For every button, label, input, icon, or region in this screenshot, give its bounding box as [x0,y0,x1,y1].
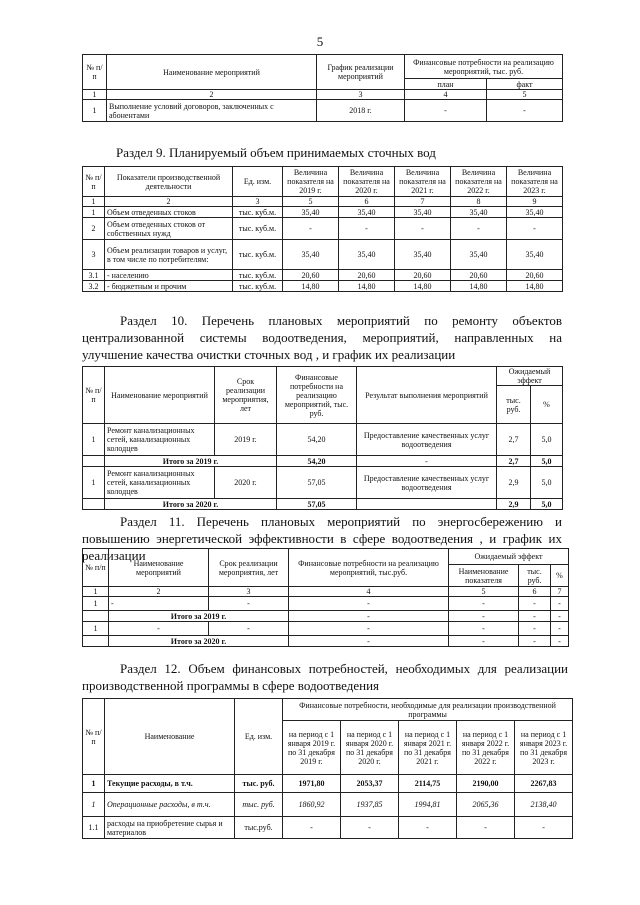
section11-table [82,548,569,647]
table-row: 3.1 - населению тыс. куб.м. 20,60 20,60 20,60 20,60 20,60 [83,270,563,281]
header-finance: Финансовые потребности на реализацию мероприятий, тыс.руб. [289,549,449,587]
header-finance: Финансовые потребности, необходимые для реализации производственной программы [283,699,573,721]
activities-table [82,54,563,122]
header-pct: % [531,386,563,424]
header-pct: % [551,565,569,587]
total-row: Итого за 2019 г. 54,20 - 2,7 5,0 [83,456,563,467]
header-finance: Финансовые потребности на реализацию мероприятий, тыс. руб. [405,55,563,79]
table-row: 2 Объем отведенных стоков от собственных нужд тыс. куб.м. - - - - - [83,218,563,240]
header-term: Срок реализации мероприятия, лет [209,549,289,587]
header-period-2022: на период с 1 января 2022 г. по 31 декабря 2022 г. [457,721,515,775]
table-row: 1 Текущие расходы, в т.ч. тыс. руб. 1971,80 2053,37 2114,75 2190,00 2267,83 [83,775,573,793]
total-row: Итого за 2020 г. - - - - [83,636,569,647]
header-period-2019: на период с 1 января 2019 г. по 31 декабря 2019 г. [283,721,341,775]
table-row: 1 Выполнение условий договоров, заключенных с абонентами 2018 г. - - [83,100,563,122]
header-name: Наименование мероприятий [107,55,317,90]
table-row: 1.1 расходы на приобретение сырья и материалов тыс.руб. - - - - - [83,817,573,839]
table-row: 1 Ремонт канализационных сетей, канализационных колодцев 2019 г. 54,20 Предоставление качественных услуг водоотведения 2,7 5,0 [83,424,563,456]
header-name: Наименование [105,699,235,775]
header-name: Наименование мероприятий [109,549,209,587]
header-fact: факт [487,79,563,90]
header-period-2023: на период с 1 января 2023 г. по 31 декабря 2023 г. [515,721,573,775]
total-row: Итого за 2020 г. 57,05 2,9 5,0 [83,499,563,510]
header-rub: тыс. руб. [519,565,551,587]
table-row: 1 Ремонт канализационных сетей, канализационных колодцев 2020 г. 57,05 Предоставление качественных услуг водоотведения 2,9 5,0 [83,467,563,499]
table-row: 3.2 - бюджетным и прочим тыс. куб.м. 14,80 14,80 14,80 14,80 14,80 [83,281,563,292]
section11-title: Раздел 11. Перечень плановых мероприятий по энергосбережению и повышению энергетической эффективности в сфере водоотведения , и график их реализации [82,514,562,563]
section10-table [82,366,563,510]
header-effect: Ожидаемый эффект [449,549,569,565]
header-name: Наименование мероприятий [105,367,215,424]
table-row: 1 Операционные расходы, в т.ч. тыс. руб. 1860,92 1937,85 1994,81 2065,36 2138,40 [83,793,573,817]
page-number: 5 [316,34,324,49]
index-row: 1 2 3 4 5 [83,90,563,100]
header-num: № п/п [83,549,109,587]
section12-title: Раздел 12. Объем финансовых потребностей, необходимых для реализации производственной программы в сфере водоотведения [82,661,568,693]
header-period-2021: на период с 1 января 2021 г. по 31 декабря 2021 г. [399,721,457,775]
section9-table [82,166,563,292]
index-row: 1 2 3 4 5 6 7 [83,587,569,597]
section10-title: Раздел 10. Перечень плановых мероприятий по ремонту объектов централизованной системы водоотведения, мероприятий, направленных на улучшение качества очистки сточных вод , и график их реализации [82,313,562,362]
header-2020: Величина показателя на 2020 г. [339,167,395,197]
header-plan: план [405,79,487,90]
index-row: 1 2 3 5 6 7 8 9 [83,197,563,207]
total-row: Итого за 2019 г. - - - - [83,611,569,622]
header-indicator: Наименование показателя [449,565,519,587]
table-row: 1 Объем отведенных стоков тыс. куб.м. 35,40 35,40 35,40 35,40 35,40 [83,207,563,218]
table-row: 3 Объем реализации товаров и услуг, в том числе по потребителям: тыс. куб.м. 35,40 35,40 35,40 35,40 35,40 [83,240,563,270]
header-2021: Величина показателя на 2021 г. [395,167,451,197]
header-num: № п/ п [83,367,105,424]
header-2019: Величина показателя на 2019 г. [283,167,339,197]
header-num: № п/п [83,55,107,90]
header-term: Срок реализации мероприятия, лет [215,367,277,424]
header-rub: тыс. руб. [497,386,531,424]
header-2023: Величина показателя на 2023 г. [507,167,563,197]
header-schedule: График реализации мероприятий [317,55,405,90]
table-row: 1 - - - - - - [83,597,569,611]
header-name: Показатели производственной деятельности [105,167,233,197]
header-2022: Величина показателя на 2022 г. [451,167,507,197]
header-result: Результат выполнения мероприятий [357,367,497,424]
header-finance: Финансовые потребности на реализацию мероприятий, тыс. руб. [277,367,357,424]
section9-title: Раздел 9. Планируемый объем принимаемых сточных вод [116,145,436,160]
table-row: 1 - - - - - - [83,622,569,636]
header-num: № п/ п [83,167,105,197]
header-period-2020: на период с 1 января 2020 г. по 31 декабря 2020 г. [341,721,399,775]
header-unit: Ед. изм. [233,167,283,197]
header-unit: Ед. изм. [235,699,283,775]
header-effect: Ожидаемый эффект [497,367,563,386]
header-num: № п/п [83,699,105,775]
section12-table [82,698,573,839]
